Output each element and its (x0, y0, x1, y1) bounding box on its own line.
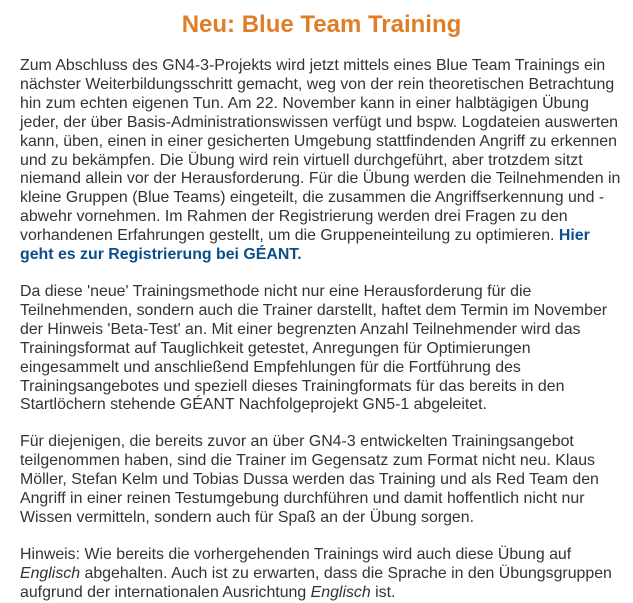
note-language-2: Englisch (310, 583, 371, 601)
paragraph-intro (20, 57, 623, 265)
paragraph-beta-test: Da diese 'neue' Trainingsmethode nicht nur eine Herausforderung für die Teilnehmenden, sondern auch die Trainer darstellt, haftet dem Termin im November der Hinweis 'Beta-Test' an. Mit einer begrenzten Anzahl Teilnehmender wird das Trainingsformat auf Tauglichkeit getestet, Anregungen für Optimierungen eingesammelt und anschließend Empfehlungen für die Fortführung des Trainingsangebotes und speziell dieses Trainingformats für das bereits in den Startlöchern stehende GÉANT Nachfolgeprojekt GN5-1 abgeleitet. (20, 282, 608, 414)
paragraph-language-note (20, 546, 623, 603)
note-text-part2: abgehalten. Auch ist zu erwarten, dass die Sprache in den Übungsgruppen aufgrund der internationalen Ausrichtung (20, 564, 612, 601)
paragraph-intro-text: Zum Abschluss des GN4-3-Projekts wird jetzt mittels eines Blue Team Trainings ein nächster Weiterbildungsschritt gemacht, weg von der rein theoretischen Betrachtung hin zum echten eigenen Tun. Am 22. November kann in einer halbtägigen Übung jeder, der über Basis-Administrationswissen verfügt und bspw. Logdateien auswerten kann, üben, einen in einer gesicherten Umgebung stattfindenden Angriff zu erkennen und zu bekämpfen. Die Übung wird rein virtuell durchgeführt, aber trotzdem sitzt niemand allein vor der Herausforderung. Für die Übung werden die Teilnehmenden in kleine Gruppen (Blue Teams) eingeteilt, die zusammen die Angriffserkennung und -abwehr vornehmen. Im Rahmen der Registrierung werden drei Fragen zu den vorhandenen Erfahrungen gestellt, um die Gruppeneinteilung zu optimieren. (20, 57, 621, 245)
note-language-1: Englisch (20, 564, 81, 582)
paragraph-trainers: Für diejenigen, die bereits zuvor an über GN4-3 entwickelten Trainingsangebot teilgenommen haben, sind die Trainer im Gegensatz zum Format nicht neu. Klaus Möller, Stefan Kelm und Tobias Dussa werden das Training und als Red Team den Angriff in einer reinen Testumgebung durchführen und damit hoffentlich nicht nur Wissen vermitteln, sondern auch für Spaß an der Übung sorgen. (20, 433, 599, 526)
registration-link[interactable]: Hier geht es zur Registrierung bei GÉANT. (20, 227, 590, 264)
note-text-part3: ist. (370, 583, 396, 601)
note-text-part1: Hinweis: Wie bereits die vorhergehenden Trainings wird auch diese Übung auf (20, 545, 572, 563)
article-title: Neu: Blue Team Training (181, 11, 462, 38)
